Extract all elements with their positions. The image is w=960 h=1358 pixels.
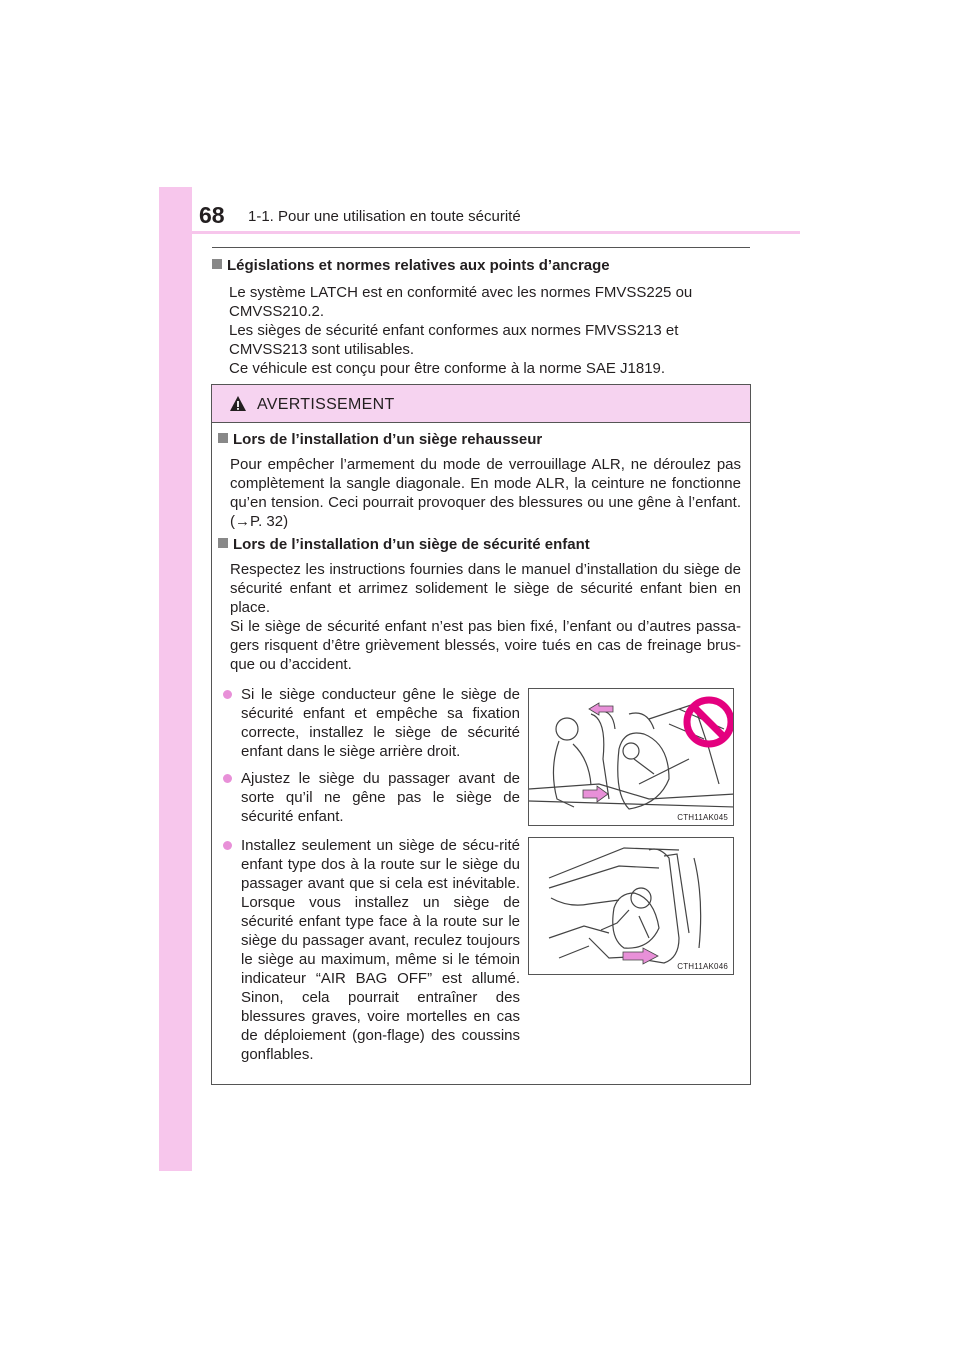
section-paragraph: Ce véhicule est conçu pour être conforme à la norme SAE J1819. <box>229 360 666 377</box>
section-heading: Législations et normes relatives aux points d’ancrage <box>212 257 610 274</box>
square-bullet-icon <box>212 259 222 269</box>
prohibition-icon <box>687 700 731 744</box>
bullet-dot-icon <box>223 690 232 699</box>
list-item: Ajustez le siège du passager avant de sorte qu’il ne gêne pas le siège de sécurité enfant. <box>223 769 520 826</box>
chapter-tab-strip <box>159 187 192 1171</box>
bullet-dot-icon <box>223 841 232 850</box>
warning-box <box>211 384 751 1085</box>
passenger-seat-child-seat-illustration <box>529 838 734 975</box>
header-rule <box>159 231 800 234</box>
warning-subheading: Lors de l’installation d’un siège de sécurité enfant <box>218 536 590 553</box>
square-bullet-icon <box>218 433 228 443</box>
section-paragraph: CMVSS213 sont utilisables. <box>229 341 415 358</box>
list-item: Si le siège conducteur gêne le siège de sécurité enfant et empêche sa fixation correcte, installez le siège de sécurité enfant dans le siège arrière droit. <box>223 685 520 761</box>
warning-paragraph: Pour empêcher l’armement du mode de verrouillage ALR, ne déroulez pas complètement la sangle diagonale. En mode ALR, la ceinture ne fonctionne qu’en tension. Ceci pourrait provoquer des blessures ou une gêne à l’enfant. (→P. 32) <box>230 456 741 530</box>
section-paragraph: CMVSS210.2. <box>229 303 325 320</box>
warning-subheading: Lors de l’installation d’un siège rehausseur <box>218 431 542 448</box>
illustration-code: CTH11AK046 <box>677 962 728 971</box>
warning-header <box>212 385 750 423</box>
illustration-code: CTH11AK045 <box>677 813 728 822</box>
section-paragraph: Les sièges de sécurité enfant conformes aux normes FMVSS213 et <box>229 322 679 339</box>
illustration-driver-seat <box>528 688 734 826</box>
page-number: 68 <box>199 202 225 228</box>
section-divider <box>212 247 750 248</box>
warning-title: AVERTISSEMENT <box>257 396 395 413</box>
driver-seat-child-seat-illustration <box>529 689 734 826</box>
square-bullet-icon <box>218 538 228 548</box>
chapter-title: 1-1. Pour une utilisation en toute sécurité <box>248 208 521 225</box>
illustration-passenger-seat <box>528 837 734 975</box>
warning-triangle-icon <box>229 395 247 413</box>
section-paragraph: Le système LATCH est en conformité avec les normes FMVSS225 ou <box>229 284 693 301</box>
list-item: Installez seulement un siège de sécu-rité enfant type dos à la route sur le siège du passager avant que si cela est inévitable. Lorsque vous installez un siège de sécurité enfant type face à la route sur le siège du passager avant, reculez toujours le siège au maximum, même si le témoin indicateur “AIR BAG OFF” est allumé. Sinon, cela pourrait entraîner des blessures graves, voire mortelles en cas de déploiement (gon-flage) des coussins gonflables. <box>223 836 520 1064</box>
warning-paragraph: Respectez les instructions fournies dans le manuel d’installation du siège de sécurité enfant et arrimez solidement le siège de sécurité enfant bien en place. <box>230 561 741 616</box>
bullet-dot-icon <box>223 774 232 783</box>
warning-paragraph: Si le siège de sécurité enfant n’est pas bien fixé, l’enfant ou d’autres passa-gers risquent d’être grièvement blessés, voire tués en cas de freinage brus-que ou d’accident. <box>230 618 741 673</box>
